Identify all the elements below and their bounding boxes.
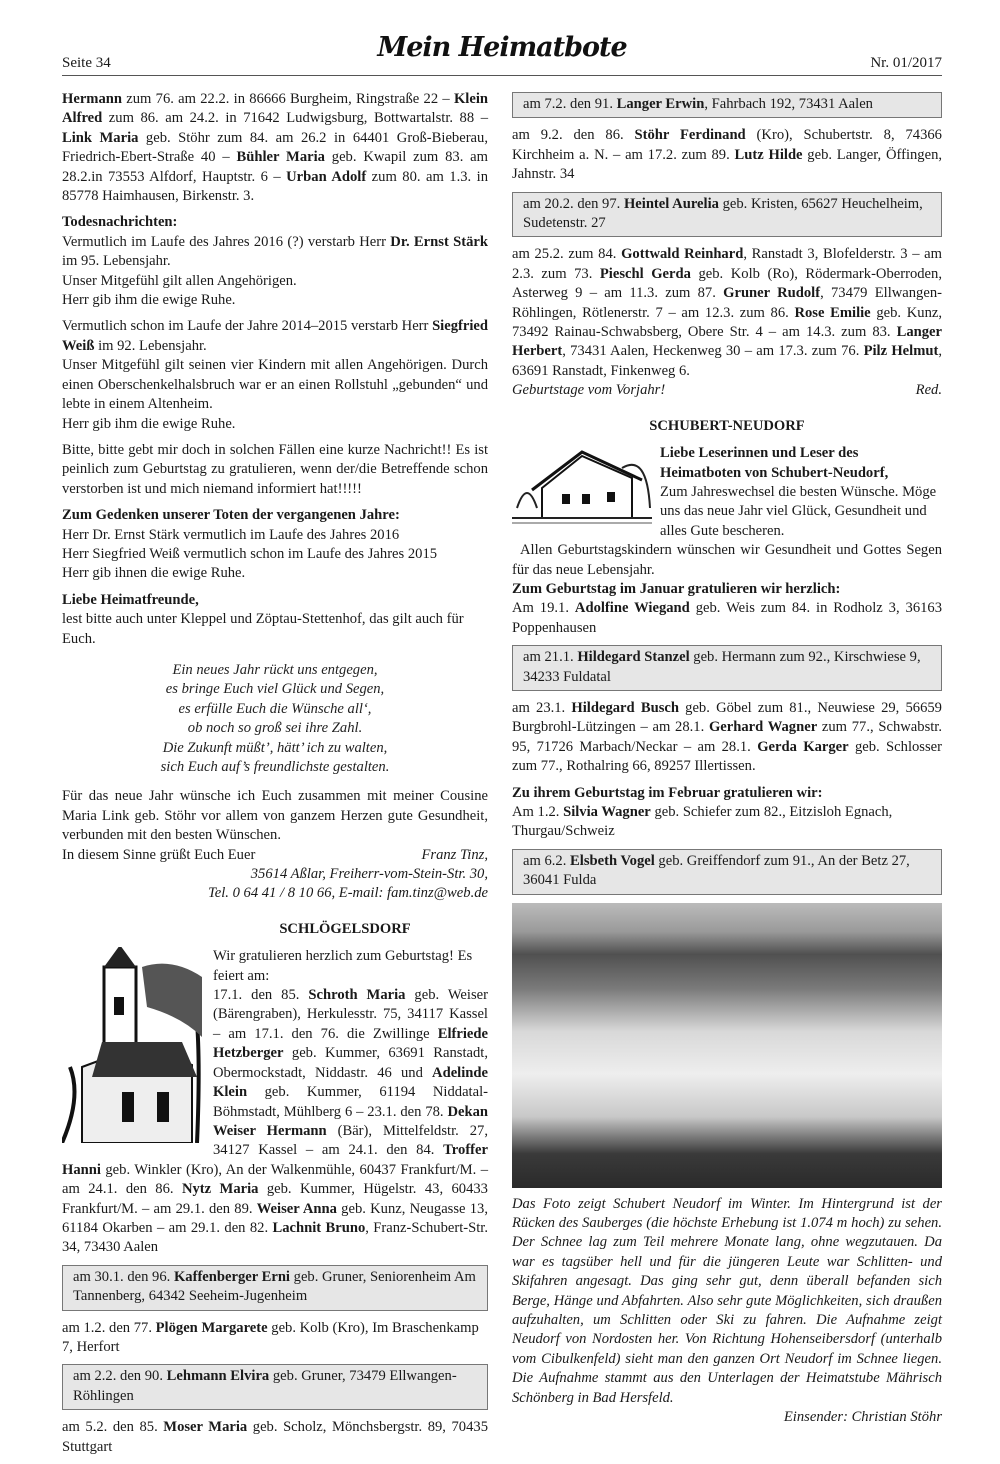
- highlight-box: [62, 1364, 488, 1410]
- entry-text: geb. Kolb (Ro), Rödermark-Oberroden, Asterweg 9 – am 11.3. zum 87.: [512, 265, 942, 302]
- person-name: Rose Emilie: [794, 304, 871, 321]
- person-name: Link Maria: [62, 129, 139, 146]
- person-name: Pilz Helmut: [863, 343, 939, 360]
- greeting-text: Zum Jahreswechsel die besten Wünsche. Möge uns das neue Jahr viel Glück, Gesundheit und alles Gute bescheren.: [660, 483, 937, 539]
- issue-number: Nr. 01/2017: [870, 55, 942, 71]
- entry-text: geb. Kolb (Kro), Im Braschenkamp 7, Herfort: [62, 1319, 479, 1355]
- obituary-text: Unser Mitgefühl gilt seinen vier Kindern mit allen Angehörigen. Durch einen Oberschenkelhalsbruch war er an einen Rollstuhl „gebunden“ und lebte in einem Altenheim.: [62, 357, 488, 413]
- highlight-box: [62, 1265, 488, 1311]
- person-name: Kaffenberger Erni: [173, 1268, 290, 1285]
- person-name: Nytz Maria: [181, 1181, 259, 1198]
- person-name: Moser Maria: [163, 1419, 248, 1436]
- entry-text: geb. Kunz, 73492 Rainau-Schwabsberg, Obere Str. 4 – am 14.3. zum 83.: [512, 304, 942, 341]
- editor-signature: Red.: [915, 382, 942, 399]
- signature-address: 35614 Aßlar, Freiherr-vom-Stein-Str. 30,: [250, 866, 488, 883]
- section-heading: Zum Gedenken unserer Toten der vergangenen Jahre:: [62, 507, 400, 524]
- entry-text: am 5.2. den 85.: [62, 1419, 164, 1436]
- memorial-line: Herr gib ihnen die ewige Ruhe.: [62, 565, 246, 582]
- obituary: [62, 233, 488, 272]
- entry-text: am 2.2. den 90.: [73, 1368, 167, 1385]
- entry-text: am 6.2.: [523, 852, 571, 869]
- entry-text: , 73479 Ellwangen-Röhlingen, Rötlenerstr. 7 – am 12.3. zum 86.: [512, 285, 942, 321]
- poem-line: Die Zukunft müßt’, hätt’ ich zu walten,: [162, 739, 388, 756]
- person-name: Lehmann Elvira: [166, 1368, 270, 1385]
- entry-text: , Franz-Schubert-Str. 34, 73430 Aalen: [62, 1219, 488, 1256]
- entry-text: geb. Scholz, Mönchsbergstr. 89, 70435 Stuttgart: [62, 1419, 488, 1455]
- entry-text: geb. Kummer, Hügelstr. 43, 60433 Frankfurt/M. – am 29.1. den 89.: [62, 1181, 488, 1217]
- entry-text: , 63691 Ranstadt, Finkenweg 6.: [512, 343, 942, 379]
- entry-text: , 73431 Aalen, Heckenweg 30 – am 17.3. zum 76.: [562, 343, 864, 360]
- person-name: Urban Adolf: [286, 168, 367, 185]
- obituary: [62, 317, 488, 356]
- entry-text: Vermutlich im Laufe des Jahres 2016 (?) verstarb Herr: [62, 233, 391, 250]
- entry-text: am 25.2. zum 84.: [512, 246, 622, 263]
- right-column: [512, 90, 942, 1428]
- birthday-entry: [512, 803, 942, 842]
- person-name: Elfriede Hetzberger: [213, 1025, 488, 1062]
- person-name: Weiser Anna: [256, 1200, 337, 1217]
- person-name: Gerda Karger: [757, 738, 849, 755]
- obituary-text: Herr gib ihm die ewige Ruhe.: [62, 415, 236, 432]
- highlight-box: [512, 849, 942, 895]
- person-name: Lachnit Bruno: [272, 1219, 366, 1236]
- entry-text: geb. Kristen, 65627 Heuchelheim, Sudetenstr. 27: [523, 195, 923, 232]
- section-heading: Zum Geburtstag im Januar gratulieren wir herzlich:: [512, 580, 841, 597]
- greeting-text: Wir gratulieren herzlich zum Geburtstag! Es feiert am:: [213, 948, 473, 984]
- birthday-entry: [512, 599, 942, 638]
- entry-text: Am 19.1.: [512, 600, 575, 617]
- section-heading: Todesnachrichten:: [62, 214, 178, 231]
- entry-text: am 23.1.: [512, 699, 572, 716]
- entry-text: , Fahrbach 192, 73431 Aalen: [704, 96, 873, 112]
- section-title: SCHLÖGELSDORF: [279, 920, 411, 937]
- person-name: Siegfried Weiß: [62, 318, 488, 354]
- entry-text: am 1.2. den 77.: [62, 1319, 156, 1336]
- highlight-box: [512, 192, 942, 238]
- entry-text: geb. Kummer, 61194 Niddatal-Böhmstadt, Mühlberg 6 – 23.1. den 78.: [213, 1084, 488, 1120]
- person-name: Lutz Hilde: [734, 146, 803, 163]
- entry-text: geb. Kummer, 63691 Ranstadt, Obermockstadt, Niddastr. 46 und: [213, 1045, 488, 1081]
- birthday-list: [512, 699, 942, 777]
- entry-text: am 7.2. den 91.: [523, 96, 617, 112]
- entry-text: am 30.1. den 96.: [73, 1268, 174, 1285]
- poem-line: es bringe Euch viel Glück und Segen,: [165, 681, 385, 698]
- person-name: Adelinde Klein: [213, 1064, 488, 1101]
- person-name: Bühler Maria: [236, 149, 325, 166]
- entry-text: geb. Kunz, Neugasse 13, 61184 Okarben – am 29.1. den 82.: [62, 1200, 488, 1236]
- page-header: [62, 32, 942, 76]
- person-name: Hildegard Busch: [571, 699, 679, 716]
- highlight-box: [512, 645, 942, 691]
- person-name: Langer Herbert: [512, 324, 942, 360]
- highlight-box: [512, 92, 942, 118]
- church-sketch-image: [62, 947, 205, 1143]
- entry-text: geb. Winkler (Kro), An der Walkenmühle, 60437 Frankfurt/M. – am 24.1. den 86.: [62, 1161, 488, 1198]
- poem-line: es erfülle Euch die Wünsche all‘,: [178, 700, 372, 717]
- obituary-text: Unser Mitgefühl gilt allen Angehörigen.: [62, 272, 297, 289]
- entry-text: geb. Gruner, 73479 Ellwangen-Röhlingen: [73, 1368, 457, 1404]
- entry-text: zum 80. am 1.3. in 85778 Haimhausen, Birkenstr. 3.: [62, 168, 488, 205]
- entry-text: geb. Schiefer zum 82., Eitzisloh Egnach, Thurgau/Schweiz: [512, 804, 893, 840]
- entry-text: geb. Schlosser zum 77., Rothalring 66, 89257 Illertissen.: [512, 738, 942, 775]
- entry-text: geb. Greiffendorf zum 91., An der Betz 27, 36041 Fulda: [523, 852, 910, 889]
- person-name: Klein Alfred: [62, 91, 488, 127]
- entry-text: geb. Gruner, Seniorenheim Am Tannenberg, 64342 Seeheim-Jugenheim: [73, 1268, 476, 1305]
- person-name: Langer Erwin: [616, 96, 705, 112]
- birthday-list: [62, 90, 488, 206]
- person-name: Stöhr Ferdinand: [634, 127, 746, 144]
- entry-text: Am 1.2.: [512, 804, 564, 820]
- obituary-text: Herr gib ihm die ewige Ruhe.: [62, 292, 236, 309]
- entry-text: am 20.2. den 97.: [523, 195, 624, 212]
- person-name: Heintel Aurelia: [623, 195, 719, 212]
- entry-text: zum 76. am 22.2. in 86666 Burgheim, Ringstraße 22 –: [122, 91, 454, 107]
- entry-text: geb. Weiser (Bärengraben), Herkulesstr. 75, 34117 Kassel – am 17.1. den 76. die Zwillinge: [213, 987, 488, 1042]
- entry-text: geb. Göbel zum 81., Neuwiese 29, 56659 Burgbrohl-Lützingen – am 28.1.: [512, 699, 942, 736]
- entry-text: Vermutlich schon im Laufe der Jahre 2014–2015 verstarb Herr: [62, 318, 433, 335]
- person-name: Schroth Maria: [308, 987, 406, 1004]
- entry-text: geb. Hermann zum 92., Kirschwiese 9, 34233 Fuldatal: [523, 649, 921, 685]
- birthday-list: [512, 126, 942, 184]
- poem-line: Ein neues Jahr rückt uns entgegen,: [172, 661, 378, 678]
- greeting: In diesem Sinne grüßt Euch Euer: [62, 846, 256, 863]
- person-name: Pieschl Gerda: [599, 265, 691, 282]
- entry-text: geb. Kwapil zum 83. am 28.2.in 73553 Alfdorf, Hauptstr. 6 –: [62, 149, 489, 185]
- entry-text: (Kro), Schubertstr. 8, 74366 Kirchheim a. N. – am 17.2. zum 89.: [512, 127, 942, 163]
- editor-note: Geburtstage vom Vorjahr!: [512, 382, 666, 399]
- entry-text: am 21.1.: [523, 649, 578, 666]
- entry-text: zum 77., Schwabstr. 95, 71726 Marbach/Neckar – am 28.1.: [512, 719, 943, 755]
- photo-credit: Einsender: Christian Stöhr: [783, 1409, 942, 1426]
- poem-line: ob noch so groß sei ihre Zahl.: [187, 720, 363, 737]
- person-name: Plögen Margarete: [155, 1319, 268, 1336]
- masthead-logo: Mein Heimatbote: [377, 32, 627, 63]
- signature-name: Franz Tinz,: [421, 846, 488, 863]
- person-name: Dr. Ernst Stärk: [390, 233, 488, 250]
- entry-text: , Ranstadt 3, Blofelderstr. 3 – am 2.3. zum 73.: [512, 246, 942, 282]
- section-title: SCHUBERT-NEUDORF: [649, 417, 805, 434]
- house-sketch-image: [512, 448, 652, 524]
- person-name: Troffer Hanni: [62, 1142, 488, 1178]
- person-name: Hermann: [62, 91, 122, 107]
- person-name: Adolfine Wiegand: [574, 600, 690, 617]
- birthday-list: [512, 245, 942, 381]
- person-name: Hildegard Stanzel: [577, 649, 690, 666]
- friends-text: lest bitte auch unter Kleppel und Zöptau-Stettenhof, das gilt auch für Euch.: [62, 611, 464, 647]
- page-number: Seite 34: [62, 55, 111, 71]
- wishes-text: Für das neue Jahr wünsche ich Euch zusammen mit meiner Cousine Maria Link geb. Stöhr vor allem von ganzem Herzen gute Gesundheit, verbunden mit den besten Wünschen.: [62, 788, 488, 844]
- birthday-entry: [62, 1418, 488, 1457]
- poem: [62, 661, 488, 777]
- poem-line: sich Euch auf’s freundlichste gestalten.: [160, 759, 390, 775]
- birthday-entry: [62, 1319, 488, 1358]
- person-name: Elsbeth Vogel: [570, 852, 655, 869]
- signature-contact: Tel. 0 64 41 / 8 10 66, E-mail: fam.tinz@web.de: [207, 885, 488, 902]
- entry-text: im 95. Lebensjahr.: [62, 253, 171, 270]
- entry-text: geb. Langer, Öffingen, Jahnstr. 34: [512, 146, 943, 183]
- plea-text: Bitte, bitte gebt mir doch in solchen Fällen eine kurze Nachricht!! Es ist peinlich zum Geburtstag zu gratulieren, wenn der/die Betreffende schon verstorben ist und mich niemand informiert hat!!!!!: [62, 441, 488, 497]
- greeting-text: Allen Geburtstagskindern wünschen wir Gesundheit und Gottes Segen für das neue Lebensjahr.: [512, 542, 942, 578]
- entry-text: geb. Weis zum 84. in Rodholz 3, 36163 Poppenhausen: [512, 600, 943, 636]
- memorial-line: Herr Dr. Ernst Stärk vermutlich im Laufe des Jahres 2016: [62, 526, 400, 543]
- person-name: Gottwald Reinhard: [621, 246, 744, 263]
- entry-text: (Bär), Mittelfeldstr. 27, 34127 Kassel – am 24.1. den 84.: [213, 1122, 488, 1159]
- entry-text: geb. Stöhr zum 84. am 26.2 in 64401 Groß-Bieberau, Friedrich-Ebert-Straße 40 –: [62, 129, 488, 166]
- photo-caption: Das Foto zeigt Schubert Neudorf im Winter. Im Hintergrund ist der Rücken des Sauberges (die höchste Erhebung ist 1.074 m hoch) zu sehen. Der Schnee lag zum Teil mehrere Monate lang, ohne wegzutauen. Da war es tagsüber hell und für die jüngeren Leute war Schlitten- und Skifahren angesagt. Das ging sehr gut, denn überall befanden sich Berge, Hänge und Abfahrten. Also sehr gute Möglichkeiten, sich draußen aufzuhalten, um Schlitten oder Ski zu fahren. Die Aufnahme zeigt Neudorf von Nordosten her. Von Richtung Hohenseibersdorf (unterhalb vom Cibulkenfeld) sieht man den ganzen Ort Neudorf im Schnee liegen. Die Aufnahme stammt aus den Unterlagen der Heimatstube Mährisch Schönberg in Bad Hersfeld.: [512, 1195, 942, 1406]
- entry-text: 17.1. den 85.: [213, 987, 309, 1004]
- greeting-heading: Liebe Leserinnen und Leser des Heimatboten von Schubert-Neudorf,: [660, 445, 889, 481]
- winter-village-photo: [512, 903, 942, 1188]
- person-name: Dekan Weiser Hermann: [213, 1103, 488, 1139]
- entry-text: zum 86. am 24.2. in 71642 Ludwigsburg, Bottwartalstr. 88 –: [102, 110, 488, 127]
- entry-text: im 92. Lebensjahr.: [94, 337, 207, 354]
- entry-text: am 9.2. den 86.: [512, 127, 635, 144]
- left-column: [62, 90, 488, 1464]
- section-heading: Liebe Heimatfreunde,: [62, 591, 199, 608]
- section-heading: Zu ihrem Geburtstag im Februar gratulieren wir:: [512, 784, 823, 801]
- person-name: Gerhard Wagner: [708, 719, 818, 736]
- memorial-line: Herr Siegfried Weiß vermutlich schon im Laufe des Jahres 2015: [62, 545, 438, 562]
- person-name: Gruner Rudolf: [723, 285, 821, 302]
- person-name: Silvia Wagner: [563, 804, 651, 820]
